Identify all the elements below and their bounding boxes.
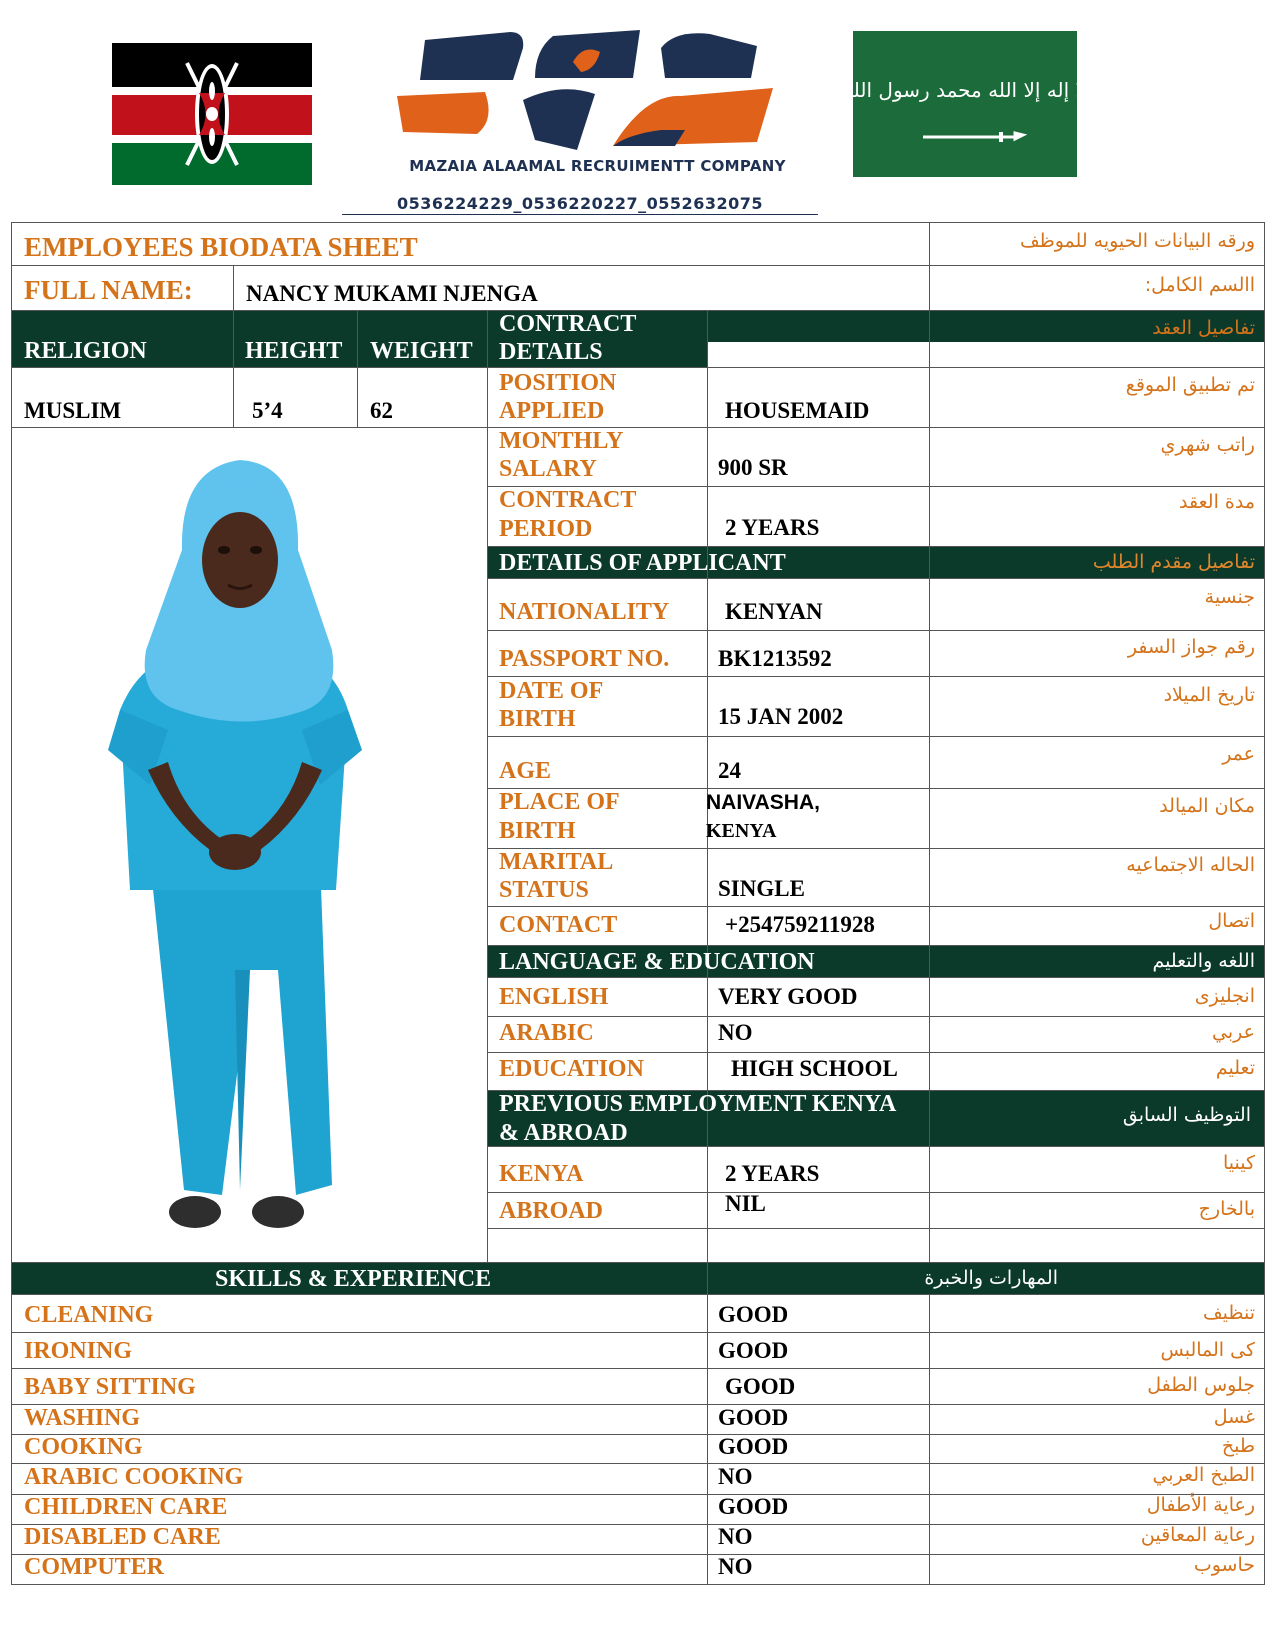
marital-label-2: STATUS (499, 877, 589, 903)
salary-value: 900 SR (718, 455, 788, 480)
dob-label-2: BIRTH (499, 706, 576, 732)
skill-ar-cleaning: تنظيف (1202, 1302, 1255, 1324)
nationality-value: KENYAN (725, 599, 823, 624)
kenya-label: KENYA (499, 1161, 584, 1187)
marital-ar: الحاله الاجتماعيه (1126, 854, 1255, 876)
contact-value: +254759211928 (725, 912, 875, 937)
marital-value: SINGLE (718, 876, 805, 901)
skill-label-cooking: COOKING (24, 1434, 143, 1460)
education-ar: تعليم (1215, 1057, 1255, 1079)
skill-ar-children-care: رعاية الأطفال (1146, 1494, 1255, 1516)
position-value: HOUSEMAID (725, 398, 870, 423)
skill-label-ironing: IRONING (24, 1338, 133, 1364)
kenya-value: 2 YEARS (725, 1161, 820, 1186)
nationality-label: NATIONALITY (499, 599, 670, 625)
pob-label-1: PLACE OF (499, 789, 620, 815)
salary-label-1: MONTHLY (499, 428, 624, 454)
pob-value-2: KENYA (706, 820, 777, 842)
skill-ar-arabic-cooking: الطبخ العربي (1152, 1464, 1255, 1486)
skill-value-baby-sitting: GOOD (725, 1374, 796, 1399)
dob-value: 15 JAN 2002 (718, 704, 844, 729)
education-label: EDUCATION (499, 1056, 644, 1082)
skill-value-ironing: GOOD (718, 1338, 789, 1363)
period-ar: مدة العقد (1179, 491, 1255, 513)
position-ar: تم تطبيق الموقع (1125, 374, 1255, 396)
skill-label-arabic-cooking: ARABIC COOKING (24, 1464, 244, 1490)
passport-value: BK1213592 (718, 646, 832, 671)
skill-value-children-care: GOOD (718, 1494, 789, 1519)
height-value: 5’4 (252, 398, 283, 423)
skills-header: SKILLS & EXPERIENCE (215, 1266, 492, 1292)
skill-value-computer: NO (718, 1554, 753, 1579)
applicant-header: DETAILS OF APPLICANT (499, 550, 786, 576)
nationality-ar: جنسية (1204, 586, 1255, 608)
full-name-label: FULL NAME: (24, 275, 193, 305)
english-value: VERY GOOD (718, 984, 858, 1009)
skill-value-washing: GOOD (718, 1405, 789, 1430)
sheet-title-ar: ورقه البيانات الحيويه للموظف (1019, 230, 1255, 252)
english-ar: انجليزى (1194, 985, 1255, 1007)
contact-ar: اتصال (1208, 910, 1255, 932)
sheet-title: EMPLOYEES BIODATA SHEET (24, 232, 418, 262)
saudi-flag-text: لا إله إلا الله محمد رسول الله (853, 78, 1077, 102)
company-logo (385, 22, 815, 222)
skill-label-washing: WASHING (24, 1405, 141, 1431)
arabic-ar: عربي (1212, 1021, 1255, 1043)
contact-label: CONTACT (499, 912, 618, 938)
skill-label-children-care: CHILDREN CARE (24, 1494, 228, 1520)
pob-value-1: NAIVASHA, (706, 791, 820, 814)
skills-header-ar: المهارات والخبرة (924, 1267, 1058, 1289)
previous-header-2: & ABROAD (499, 1120, 628, 1146)
skill-ar-washing: غسل (1213, 1406, 1255, 1428)
marital-label-1: MARITAL (499, 849, 614, 875)
skill-value-cooking: GOOD (718, 1434, 789, 1459)
salary-ar: راتب شهري (1160, 434, 1255, 456)
position-label-1: POSITION (499, 370, 617, 396)
dob-label-1: DATE OF (499, 678, 604, 704)
skill-ar-cooking: طبخ (1221, 1435, 1255, 1457)
arabic-label: ARABIC (499, 1020, 594, 1046)
company-name: MAZAIA ALAAMAL RECRUIMENTT COMPANY (409, 157, 786, 175)
skill-label-cleaning: CLEANING (24, 1302, 154, 1328)
skill-label-computer: COMPUTER (24, 1554, 164, 1580)
applicant-header-ar: تفاصيل مقدم الطلب (1092, 551, 1255, 573)
full-name-value: NANCY MUKAMI NJENGA (246, 281, 538, 306)
skill-value-arabic-cooking: NO (718, 1464, 753, 1489)
full-name-ar: االسم الكامل: (1144, 274, 1255, 296)
skill-value-disabled-care: NO (718, 1524, 753, 1549)
applicant-photo (100, 450, 370, 1240)
arabic-value: NO (718, 1020, 753, 1045)
dob-ar: تاريخ الميلاد (1163, 684, 1255, 706)
kenya-ar: كينيا (1222, 1152, 1255, 1174)
bar-skills (12, 1262, 1265, 1294)
religion-label: RELIGION (24, 338, 147, 364)
saudi-flag (853, 31, 1077, 177)
age-ar: عمر (1222, 743, 1255, 765)
weight-label: WEIGHT (370, 338, 473, 364)
contract-header-2: DETAILS (499, 339, 603, 365)
kenya-flag (112, 43, 312, 185)
language-header: LANGUAGE & EDUCATION (499, 949, 815, 975)
age-value: 24 (718, 758, 741, 783)
passport-label: PASSPORT NO. (499, 646, 670, 672)
contract-header-ar: تفاصيل العقد (1152, 317, 1255, 339)
skill-label-disabled-care: DISABLED CARE (24, 1524, 221, 1550)
height-label: HEIGHT (245, 338, 343, 364)
skill-value-cleaning: GOOD (718, 1302, 789, 1327)
abroad-label: ABROAD (499, 1198, 604, 1224)
pob-label-2: BIRTH (499, 818, 576, 844)
religion-value: MUSLIM (24, 398, 122, 423)
skill-label-baby-sitting: BABY SITTING (24, 1374, 196, 1400)
period-value: 2 YEARS (725, 515, 820, 540)
period-label-1: CONTRACT (499, 487, 637, 513)
abroad-ar: بالخارج (1198, 1198, 1255, 1220)
previous-header-1: PREVIOUS EMPLOYMENT KENYA (499, 1091, 897, 1117)
skill-ar-disabled-care: رعاية المعاقين (1140, 1524, 1255, 1546)
passport-ar: رقم جواز السفر (1127, 636, 1255, 658)
skill-ar-ironing: كى المالبس (1160, 1339, 1255, 1361)
salary-label-2: SALARY (499, 456, 597, 482)
abroad-value: NIL (725, 1191, 766, 1216)
skill-ar-computer: حاسوب (1193, 1554, 1255, 1576)
pob-ar: مكان الميالد (1159, 795, 1255, 817)
skill-ar-baby-sitting: جلوس الطفل (1147, 1374, 1255, 1396)
contract-header-1: CONTRACT (499, 311, 637, 337)
weight-value: 62 (370, 398, 393, 423)
position-label-2: APPLIED (499, 398, 605, 424)
period-label-2: PERIOD (499, 516, 593, 542)
age-label: AGE (499, 758, 552, 784)
language-header-ar: اللغه والتعليم (1152, 950, 1255, 972)
company-phones: 0536224229_0536220227_0552632075 (342, 194, 818, 215)
previous-header-ar: التوظيف السابق (1122, 1104, 1251, 1126)
english-label: ENGLISH (499, 984, 609, 1010)
education-value: HIGH SCHOOL (731, 1056, 898, 1081)
